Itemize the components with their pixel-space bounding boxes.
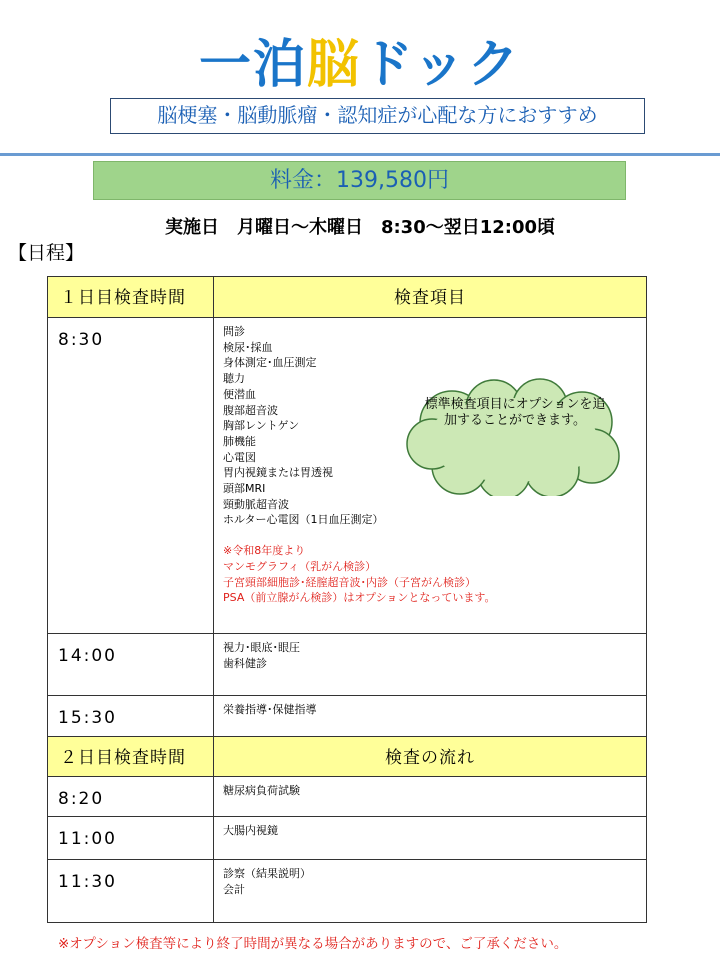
list-item: 子宮頸部細胞診･経膣超音波･内診（子宮がん検診） [223, 575, 476, 589]
list-item: 聴力 [223, 372, 245, 386]
list-item: 頸動脈超音波 [223, 497, 289, 511]
schedule-dates: 実施日 月曜日～木曜日 8:30～翌日12:00頃 [164, 217, 556, 238]
title-part-3: ドック [361, 35, 521, 95]
list-item: 心電図 [223, 450, 256, 464]
day1-header-items: 検査項目 [214, 277, 647, 318]
list-item: 肺機能 [223, 434, 256, 448]
list-item: 視力･眼底･眼圧 [223, 641, 300, 654]
list-item: 頭部MRI [223, 482, 266, 496]
footnote: ※オプション検査等により終了時間が異なる場合がありますので、ご了承ください。 [58, 936, 568, 952]
schedule-table [47, 276, 646, 922]
list-item: 糖尿病負荷試験 [223, 784, 300, 797]
list-item: 栄養指導･保健指導 [223, 703, 317, 716]
section-label: 【日程】 [8, 242, 85, 264]
list-item: 腹部超音波 [223, 403, 278, 417]
day2-header-row [48, 737, 647, 777]
cloud-callout [402, 378, 628, 496]
table-row [48, 634, 647, 696]
list-item: 問診 [223, 325, 245, 338]
list-item: 胃内視鏡または胃透視 [223, 466, 333, 480]
list-item: ホルター心電図（1日血圧測定） [223, 513, 384, 527]
list-item: 検尿･採血 [223, 340, 273, 354]
row-time: 11:30 [48, 860, 214, 923]
table-row [48, 696, 647, 737]
row-items [214, 634, 647, 696]
day1-header-row [48, 277, 647, 318]
list-item: マンモグラフィ（乳がん検診） [223, 559, 377, 573]
list-item: 会計 [223, 882, 245, 896]
day2-header-time: ２日目検査時間 [48, 737, 214, 777]
row-items [214, 777, 647, 817]
option-notes [223, 543, 646, 606]
list-item: 胸部レントゲン [223, 419, 300, 433]
list-item: ※令和8年度より [223, 544, 306, 558]
callout-text: 標準検査項目にオプションを追加することができます。 [424, 397, 606, 428]
row-time: 8:20 [48, 777, 214, 817]
row-items [214, 817, 647, 860]
list-item: 身体測定･血圧測定 [223, 356, 317, 370]
subtitle-box: 脳梗塞・脳動脈瘤・認知症が心配な方におすすめ [110, 98, 645, 134]
title-part-2: 脳 [307, 35, 362, 95]
table-row [48, 817, 647, 860]
price-banner: 料金：139,580円 [93, 161, 626, 200]
row-time: 14:00 [48, 634, 214, 696]
list-item: 歯科健診 [223, 656, 267, 670]
list-item: 大腸内視鏡 [223, 824, 278, 837]
day2-header-items: 検査の流れ [214, 737, 647, 777]
day1-header-time: １日目検査時間 [48, 277, 214, 318]
title-part-1: 一泊 [199, 35, 308, 95]
row-items [214, 860, 647, 923]
row-time: 8:30 [48, 318, 214, 634]
table-row [48, 777, 647, 817]
row-time: 15:30 [48, 696, 214, 737]
page-title [0, 22, 720, 97]
row-items [214, 696, 647, 737]
header-divider [0, 153, 720, 156]
list-item: 便潜血 [223, 387, 256, 401]
table-row [48, 860, 647, 923]
list-item: 診察（結果説明） [223, 867, 311, 880]
row-time: 11:00 [48, 817, 214, 860]
list-item: PSA（前立腺がん検診）はオプションとなっています。 [223, 591, 496, 605]
